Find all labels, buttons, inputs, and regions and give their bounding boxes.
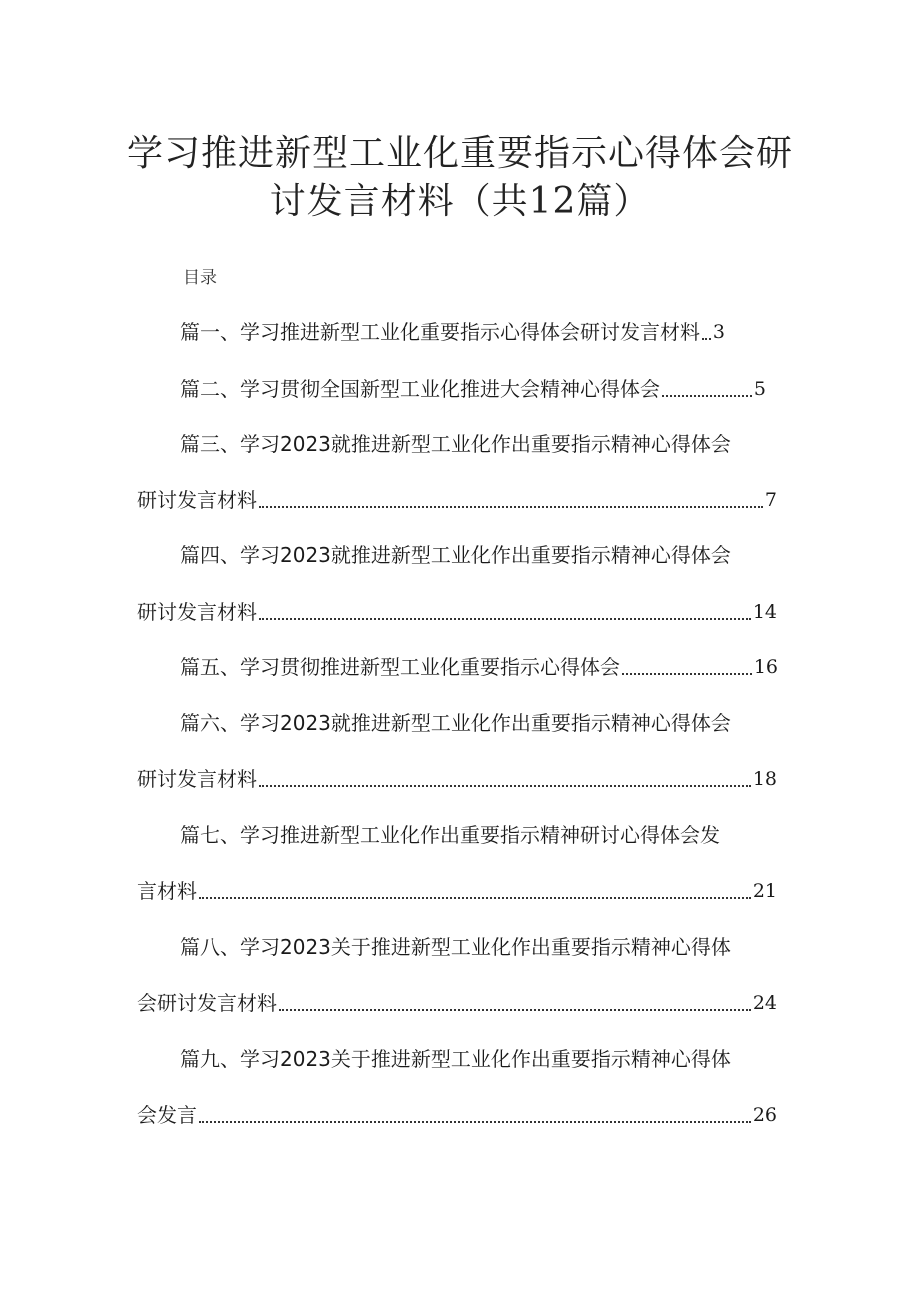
toc-entry-text: 研讨发言材料 bbox=[137, 488, 257, 512]
toc-entry-text: 篇一、学习推进新型工业化重要指示心得体会研讨发言材料 bbox=[180, 320, 700, 344]
toc-entry-text: 篇六、学习2023就推进新型工业化作出重要指示精神心得体会 bbox=[180, 711, 731, 735]
toc-entry-text: 研讨发言材料 bbox=[137, 600, 257, 624]
toc-leader-dots bbox=[662, 394, 752, 397]
toc-page-number: 21 bbox=[752, 880, 777, 902]
toc-leader-dots bbox=[259, 505, 763, 508]
document-title-line-1: 学习推进新型工业化重要指示心得体会研 bbox=[126, 133, 793, 174]
toc-entry-text: 言材料 bbox=[137, 879, 197, 903]
toc-leader-dots bbox=[702, 337, 711, 340]
toc-entry-text: 篇九、学习2023关于推进新型工业化作出重要指示精神心得体 bbox=[180, 1047, 731, 1071]
document-title-line-2: 讨发言材料（共12篇） bbox=[269, 181, 651, 222]
toc-entry-4-line-1[interactable] bbox=[180, 541, 780, 569]
toc-entry-5[interactable] bbox=[180, 653, 778, 681]
toc-page-number: 7 bbox=[764, 489, 777, 511]
toc-page-number: 3 bbox=[712, 321, 725, 343]
toc-entry-text: 篇八、学习2023关于推进新型工业化作出重要指示精神心得体 bbox=[180, 935, 731, 959]
toc-entry-text: 篇七、学习推进新型工业化作出重要指示精神研讨心得体会发 bbox=[180, 823, 720, 847]
toc-entry-9-line-1[interactable] bbox=[180, 1045, 780, 1073]
toc-entry-8-line-1[interactable] bbox=[180, 933, 780, 961]
toc-entry-1[interactable] bbox=[180, 318, 725, 346]
toc-entry-text: 研讨发言材料 bbox=[137, 767, 257, 791]
toc-entry-text: 会发言 bbox=[137, 1103, 197, 1127]
toc-entry-text: 会研讨发言材料 bbox=[137, 991, 277, 1015]
toc-entry-9-line-2[interactable] bbox=[137, 1101, 777, 1129]
toc-page-number: 16 bbox=[753, 656, 778, 678]
toc-entry-6-line-2[interactable] bbox=[137, 765, 777, 793]
toc-leader-dots bbox=[622, 672, 752, 675]
toc-entry-7-line-2[interactable] bbox=[137, 877, 777, 905]
toc-leader-dots bbox=[259, 784, 751, 787]
toc-leader-dots bbox=[279, 1008, 751, 1011]
toc-entry-text: 篇五、学习贯彻推进新型工业化重要指示心得体会 bbox=[180, 655, 620, 679]
toc-leader-dots bbox=[259, 617, 751, 620]
toc-page-number: 26 bbox=[752, 1104, 777, 1126]
toc-page-number: 14 bbox=[752, 601, 777, 623]
toc-page-number: 5 bbox=[753, 378, 766, 400]
toc-entry-8-line-2[interactable] bbox=[137, 989, 777, 1017]
toc-entry-6-line-1[interactable] bbox=[180, 709, 780, 737]
toc-entry-text: 篇三、学习2023就推进新型工业化作出重要指示精神心得体会 bbox=[180, 432, 731, 456]
toc-heading: 目录 bbox=[183, 268, 217, 288]
toc-entry-text: 篇二、学习贯彻全国新型工业化推进大会精神心得体会 bbox=[180, 377, 660, 401]
toc-page-number: 18 bbox=[752, 768, 777, 790]
toc-entry-2[interactable] bbox=[180, 375, 766, 403]
toc-leader-dots bbox=[199, 896, 751, 899]
toc-entry-3-line-2[interactable] bbox=[137, 486, 777, 514]
toc-entry-text: 篇四、学习2023就推进新型工业化作出重要指示精神心得体会 bbox=[180, 543, 731, 567]
toc-entry-3-line-1[interactable] bbox=[180, 430, 780, 458]
toc-entry-4-line-2[interactable] bbox=[137, 598, 777, 626]
toc-page-number: 24 bbox=[752, 992, 777, 1014]
toc-leader-dots bbox=[199, 1120, 751, 1123]
toc-entry-7-line-1[interactable] bbox=[180, 821, 780, 849]
